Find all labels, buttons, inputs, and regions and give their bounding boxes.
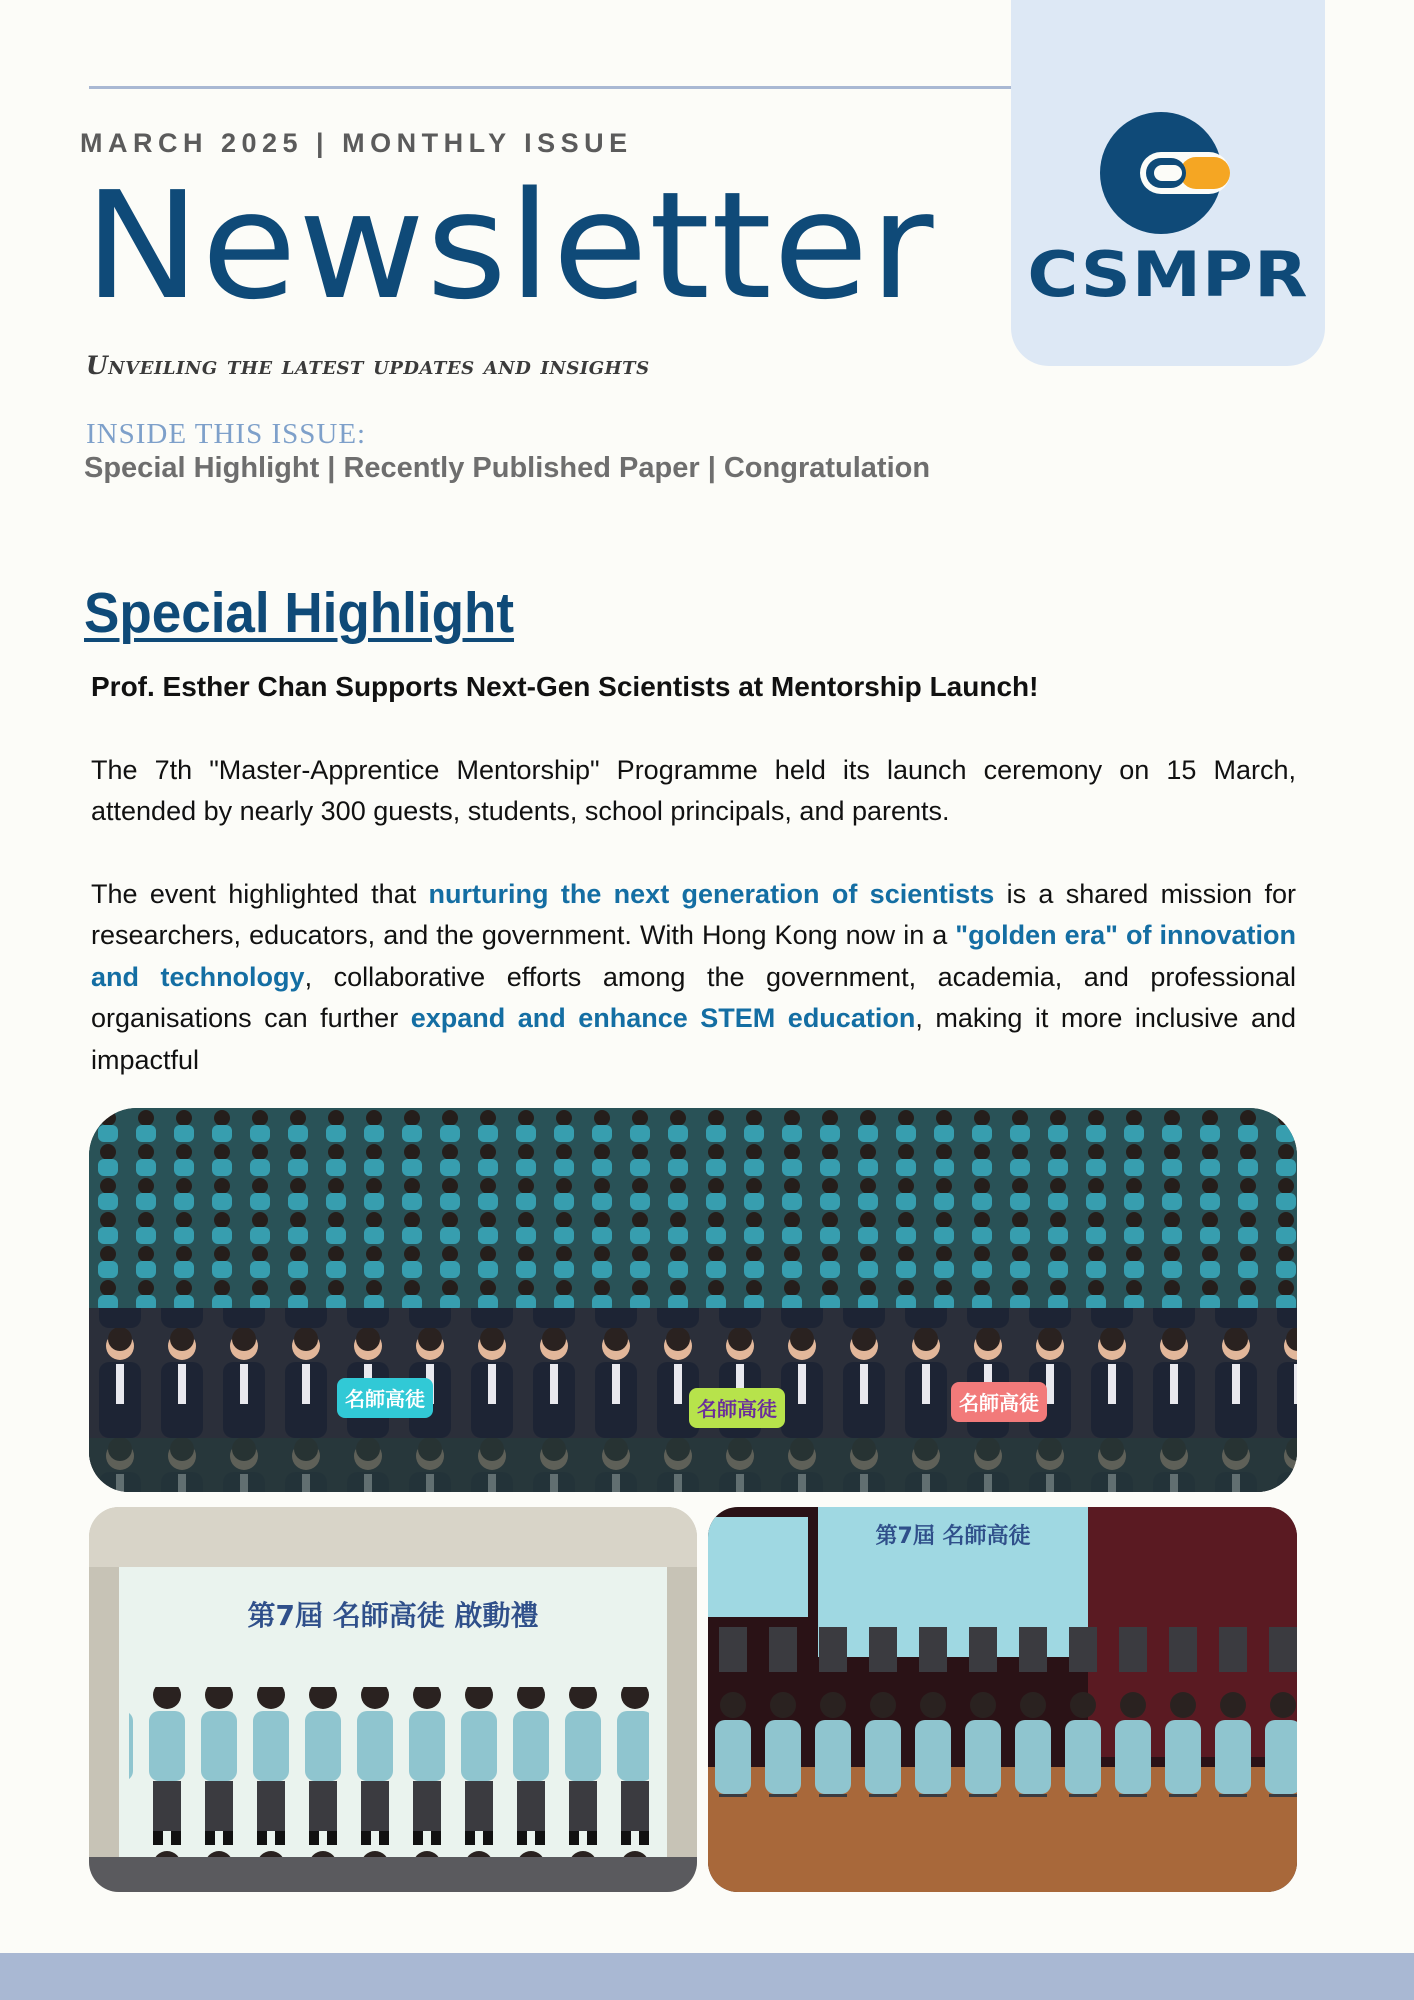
article-headline: Prof. Esther Chan Supports Next-Gen Scientists at Mentorship Launch!	[91, 671, 1039, 702]
issue-date: MARCH 2025 | MONTHLY ISSUE	[80, 128, 633, 158]
group-photo-auditorium	[89, 1108, 1297, 1492]
paragraph-text: , making it more inclusive and impactful	[91, 1003, 1297, 1075]
page-title: Newsletter	[84, 160, 935, 332]
banner-title: 第7屆 名師高徒 啟動禮	[247, 1599, 539, 1632]
paragraph-text: is a shared mission for researchers, educators, and the government. With Hong Kong now in a	[91, 878, 1296, 950]
paragraph-text: , collaborative efforts among the government, academia, and professional organisations can further	[91, 961, 1296, 1033]
inside-issue-contents: Special Highlight | Recently Published Paper | Congratulation	[84, 452, 931, 484]
inside-issue-label: INSIDE THIS ISSUE:	[86, 418, 367, 450]
screen-title: 第7屆 名師高徒	[875, 1524, 1031, 1549]
logo-wordmark: CSMPR	[1027, 238, 1309, 311]
sign-icon	[337, 1378, 433, 1418]
article-paragraph-1: The 7th "Master-Apprentice Mentorship" Programme held its launch ceremony on 15 March, attended by nearly 300 guests, students, school principals, and parents.	[91, 754, 1296, 826]
csmpr-logo-icon	[1100, 112, 1242, 234]
sign-icon	[689, 1388, 785, 1428]
group-photo-backdrop	[89, 1507, 697, 1892]
article	[91, 666, 1296, 1122]
group-photo-stage	[708, 1507, 1297, 1892]
highlight-text: "golden era" of innovation and technology	[91, 920, 1296, 992]
footer-bar	[0, 1953, 1414, 2000]
sign-label: 名師高徒	[345, 1387, 425, 1411]
logo-panel	[1011, 0, 1325, 366]
article-paragraph-2	[91, 874, 1296, 1082]
sign-label: 名師高徒	[959, 1391, 1039, 1415]
sign-label: 名師高徒	[697, 1397, 777, 1421]
sign-icon	[951, 1382, 1047, 1422]
section-title: Special Highlight	[84, 581, 515, 645]
top-divider	[89, 86, 1011, 89]
highlight-text: expand and enhance STEM education	[410, 1003, 916, 1033]
highlight-text: nurturing the next generation of scientists	[428, 878, 995, 909]
page-subtitle: Unveiling the latest updates and insights	[86, 351, 650, 380]
paragraph-text: The event highlighted that	[91, 878, 429, 909]
